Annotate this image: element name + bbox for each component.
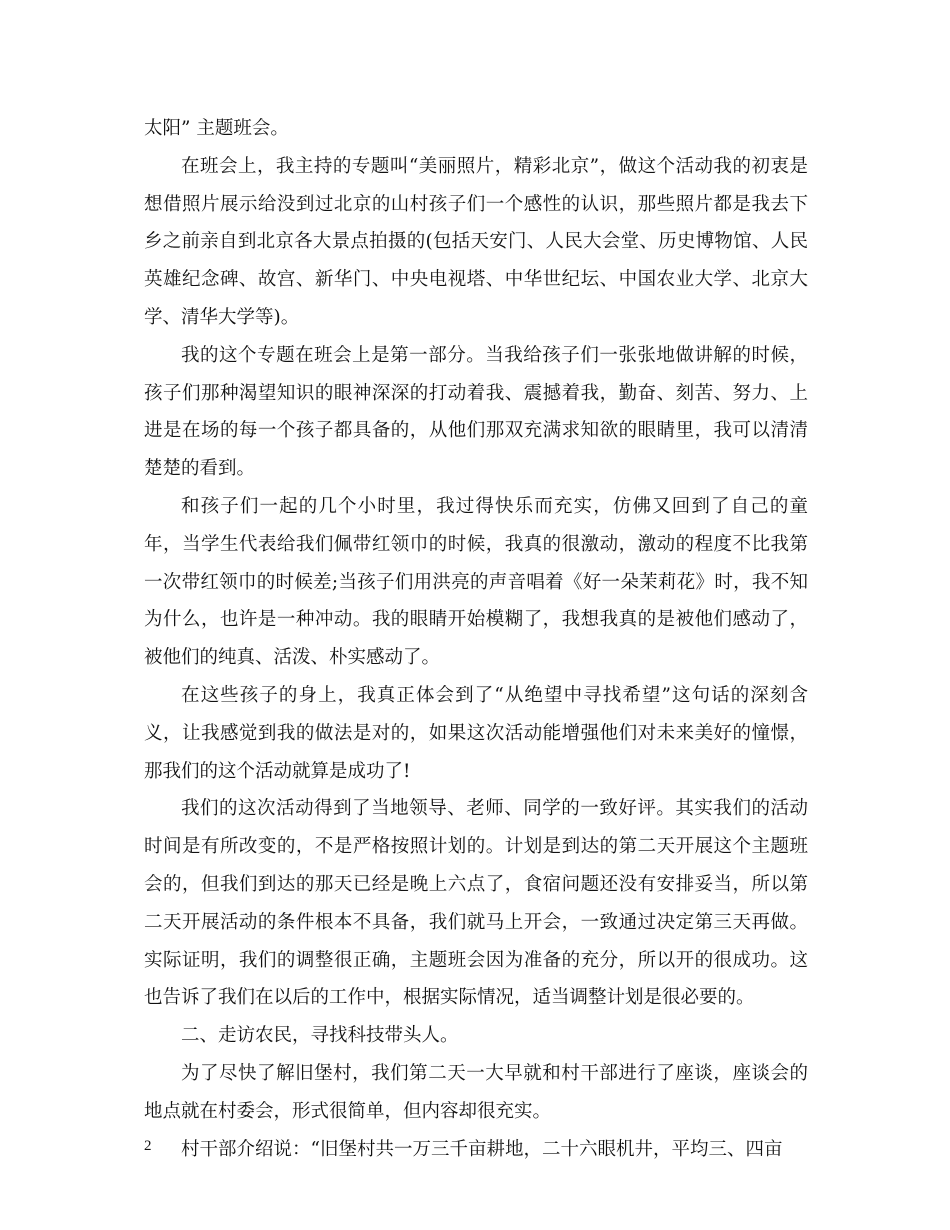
paragraph: 在班会上，我主持的专题叫“美丽照片，精彩北京”，做这个活动我的初衷是想借照片展示给没到过北京的山村孩子们一个感性的认识，那些照片都是我去下乡之前亲自到北京各大景点拍摄的(包括天安门、人民大会堂、历史博物馆、人民英雄纪念碑、故宫、新华门、中央电视塔、中华世纪坛、中国农业大学、北京大学、清华大学等)。 <box>144 155 808 328</box>
paragraph: 在这些孩子的身上，我真正体会到了“从绝望中寻找希望”这句话的深刻含义，让我感觉到我的做法是对的，如果这次活动能增强他们对未来美好的憧憬，那我们的这个活动就算是成功了! <box>144 684 808 782</box>
paragraph: 村干部介绍说：“旧堡村共一万三千亩耕地，二十六眼机井，平均三、四亩 <box>181 1138 783 1160</box>
document-body <box>144 110 808 1168</box>
paragraph: 和孩子们一起的几个小时里，我过得快乐而充实，仿佛又回到了自己的童年，当学生代表给我们佩带红领巾的时候，我真的很激动，激动的程度不比我第一次带红领巾的时候差;当孩子们用洪亮的声音唱着《好一朵茉莉花》时，我不知为什么，也许是一种冲动。我的眼睛开始模糊了，我想我真的是被他们感动了，被他们的纯真、活泼、朴实感动了。 <box>144 495 808 669</box>
section-heading: 二、走访农民，寻找科技带头人。 <box>181 1025 459 1047</box>
paragraph: 我的这个专题在班会上是第一部分。当我给孩子们一张张地做讲解的时候，孩子们那种渴望知识的眼神深深的打动着我、震撼着我，勤奋、刻苦、努力、上进是在场的每一个孩子都具备的，从他们那双充满求知欲的眼睛里，我可以清清楚楚的看到。 <box>144 344 808 480</box>
paragraph: 我们的这次活动得到了当地领导、老师、同学的一致好评。其实我们的活动时间是有所改变的，不是严格按照计划的。计划是到达的第二天开展这个主题班会的，但我们到达的那天已经是晚上六点了，食宿问题还没有安排妥当，所以第二天开展活动的条件根本不具备，我们就马上开会，一致通过决定第三天再做。实际证明，我们的调整很正确，主题班会因为准备的充分，所以开的很成功。这也告诉了我们在以后的工作中，根据实际情况，适当调整计划是很必要的。 <box>144 798 808 1009</box>
paragraph: 太阳” 主题班会。 <box>144 118 289 139</box>
page-number: 2 <box>144 1138 152 1154</box>
paragraph: 为了尽快了解旧堡村，我们第二天一大早就和村干部进行了座谈，座谈会的地点就在村委会，形式很简单，但内容却很充实。 <box>144 1062 808 1122</box>
